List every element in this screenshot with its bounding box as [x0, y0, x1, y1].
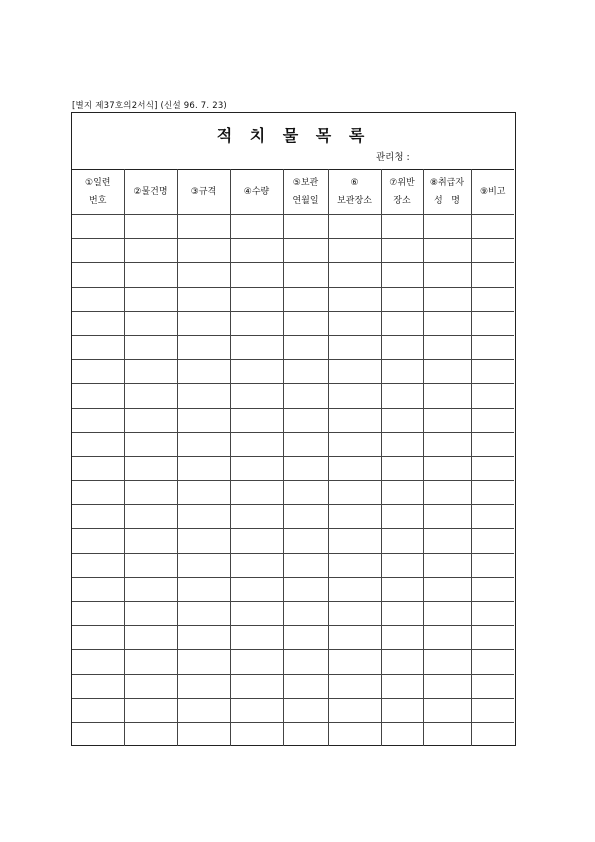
table-cell[interactable]: [423, 432, 471, 456]
table-cell[interactable]: [423, 602, 471, 626]
table-cell[interactable]: [124, 311, 177, 335]
table-cell[interactable]: [328, 432, 381, 456]
table-cell[interactable]: [124, 505, 177, 529]
table-cell[interactable]: [230, 408, 283, 432]
table-cell[interactable]: [423, 360, 471, 384]
table-cell[interactable]: [423, 674, 471, 698]
table-row: [72, 553, 514, 577]
table-cell[interactable]: [124, 722, 177, 746]
table-cell[interactable]: [423, 722, 471, 746]
table-cell[interactable]: [381, 408, 423, 432]
table-cell[interactable]: [471, 602, 514, 626]
table-cell[interactable]: [177, 287, 230, 311]
table-cell[interactable]: [471, 456, 514, 480]
table-row: [72, 263, 514, 287]
table-cell[interactable]: [72, 215, 124, 239]
table-row: [72, 481, 514, 505]
table-cell[interactable]: [283, 456, 328, 480]
table-cell[interactable]: [230, 239, 283, 263]
table-cell[interactable]: [471, 698, 514, 722]
table-cell[interactable]: [283, 481, 328, 505]
table-cell[interactable]: [471, 408, 514, 432]
table-cell[interactable]: [381, 215, 423, 239]
table-cell[interactable]: [381, 505, 423, 529]
table-cell[interactable]: [177, 384, 230, 408]
table-row: [72, 432, 514, 456]
table-row: [72, 674, 514, 698]
table-cell[interactable]: [423, 626, 471, 650]
table-cell[interactable]: [423, 650, 471, 674]
table-row: [72, 456, 514, 480]
table-row: [72, 698, 514, 722]
table-cell[interactable]: [124, 287, 177, 311]
table-cell[interactable]: [328, 529, 381, 553]
table-row: [72, 215, 514, 239]
table-cell[interactable]: [72, 432, 124, 456]
table-cell[interactable]: [283, 239, 328, 263]
table-cell[interactable]: [471, 674, 514, 698]
table-cell[interactable]: [471, 360, 514, 384]
table-row: [72, 505, 514, 529]
table-cell[interactable]: [177, 650, 230, 674]
table-cell[interactable]: [72, 408, 124, 432]
table-cell[interactable]: [124, 577, 177, 601]
table-cell[interactable]: [381, 311, 423, 335]
table-row: [72, 335, 514, 359]
table-cell[interactable]: [381, 698, 423, 722]
table-cell[interactable]: [283, 722, 328, 746]
table-cell[interactable]: [177, 360, 230, 384]
table-cell[interactable]: [230, 215, 283, 239]
table-cell[interactable]: [177, 432, 230, 456]
table-cell[interactable]: [124, 215, 177, 239]
table-cell[interactable]: [230, 360, 283, 384]
table-cell[interactable]: [230, 722, 283, 746]
table-cell[interactable]: [423, 408, 471, 432]
table-cell[interactable]: [423, 239, 471, 263]
table-cell[interactable]: [328, 553, 381, 577]
table-cell[interactable]: [177, 529, 230, 553]
table-cell[interactable]: [283, 432, 328, 456]
table-cell[interactable]: [328, 650, 381, 674]
table-cell[interactable]: [124, 481, 177, 505]
table-cell[interactable]: [381, 432, 423, 456]
table-cell[interactable]: [124, 360, 177, 384]
table-cell[interactable]: [177, 263, 230, 287]
table-cell[interactable]: [471, 263, 514, 287]
table-cell[interactable]: [72, 577, 124, 601]
table-cell[interactable]: [72, 529, 124, 553]
table-cell[interactable]: [283, 335, 328, 359]
table-cell[interactable]: [328, 263, 381, 287]
table-cell[interactable]: [124, 263, 177, 287]
col-header-storage-date: ⑤보관 연월일: [283, 170, 328, 215]
table-cell[interactable]: [471, 239, 514, 263]
table-cell[interactable]: [177, 239, 230, 263]
table-cell[interactable]: [230, 626, 283, 650]
table-cell[interactable]: [72, 698, 124, 722]
table-cell[interactable]: [471, 553, 514, 577]
table-cell[interactable]: [283, 505, 328, 529]
table-row: [72, 384, 514, 408]
table-cell[interactable]: [328, 505, 381, 529]
table-cell[interactable]: [124, 384, 177, 408]
table-row: [72, 360, 514, 384]
page-title: 적 치 물 목 록: [216, 126, 371, 145]
table-cell[interactable]: [328, 215, 381, 239]
table-cell[interactable]: [124, 650, 177, 674]
table-cell[interactable]: [423, 481, 471, 505]
table-cell[interactable]: [72, 239, 124, 263]
header-row: [72, 170, 514, 215]
table-cell[interactable]: [72, 360, 124, 384]
table-cell[interactable]: [283, 698, 328, 722]
table-cell[interactable]: [423, 263, 471, 287]
table-cell[interactable]: [72, 602, 124, 626]
col-header-serial-number: ①일련 번호: [72, 170, 124, 215]
table-cell[interactable]: [72, 505, 124, 529]
table-cell[interactable]: [328, 577, 381, 601]
table-cell[interactable]: [283, 287, 328, 311]
table-cell[interactable]: [423, 553, 471, 577]
table-cell[interactable]: [177, 626, 230, 650]
table-cell[interactable]: [471, 722, 514, 746]
table-row: [72, 577, 514, 601]
table-cell[interactable]: [72, 626, 124, 650]
table-cell[interactable]: [381, 287, 423, 311]
table-cell[interactable]: [283, 626, 328, 650]
col-header-remarks: ⑨비고: [471, 170, 514, 215]
form-caption: [별지 제37호의2서식] (신설 96. 7. 23): [72, 101, 227, 111]
table-cell[interactable]: [328, 239, 381, 263]
table-cell[interactable]: [471, 626, 514, 650]
table-cell[interactable]: [471, 481, 514, 505]
table-cell[interactable]: [177, 481, 230, 505]
table-cell[interactable]: [328, 626, 381, 650]
table-cell[interactable]: [177, 505, 230, 529]
table-cell[interactable]: [283, 529, 328, 553]
table-cell[interactable]: [381, 239, 423, 263]
table-cell[interactable]: [328, 287, 381, 311]
table-cell[interactable]: [381, 553, 423, 577]
table-row: [72, 722, 514, 746]
table-cell[interactable]: [423, 384, 471, 408]
table-cell[interactable]: [72, 335, 124, 359]
table-cell[interactable]: [72, 650, 124, 674]
table-row: [72, 239, 514, 263]
table-cell[interactable]: [328, 481, 381, 505]
table-cell[interactable]: [283, 311, 328, 335]
table-cell[interactable]: [328, 384, 381, 408]
table-cell[interactable]: [72, 311, 124, 335]
table-cell[interactable]: [124, 239, 177, 263]
table-cell[interactable]: [423, 577, 471, 601]
table-cell[interactable]: [230, 384, 283, 408]
table-cell[interactable]: [124, 674, 177, 698]
table-cell[interactable]: [177, 602, 230, 626]
table-cell[interactable]: [471, 311, 514, 335]
table-cell[interactable]: [230, 505, 283, 529]
table-cell[interactable]: [124, 432, 177, 456]
table-cell[interactable]: [230, 287, 283, 311]
table-cell[interactable]: [124, 602, 177, 626]
table-cell[interactable]: [72, 263, 124, 287]
table-cell[interactable]: [230, 456, 283, 480]
table-cell[interactable]: [283, 215, 328, 239]
table-cell[interactable]: [328, 674, 381, 698]
table-cell[interactable]: [423, 335, 471, 359]
col-header-specification: ③규격: [177, 170, 230, 215]
table-cell[interactable]: [381, 384, 423, 408]
agency-label: 관리청 :: [376, 152, 410, 163]
table-cell[interactable]: [471, 650, 514, 674]
table-cell[interactable]: [177, 698, 230, 722]
table-cell[interactable]: [423, 456, 471, 480]
table-cell[interactable]: [124, 553, 177, 577]
table-cell[interactable]: [381, 481, 423, 505]
table-cell[interactable]: [381, 722, 423, 746]
table-cell[interactable]: [230, 263, 283, 287]
table-cell[interactable]: [72, 287, 124, 311]
table-cell[interactable]: [283, 577, 328, 601]
table-cell[interactable]: [230, 311, 283, 335]
table-cell[interactable]: [230, 650, 283, 674]
table-row: [72, 626, 514, 650]
table-cell[interactable]: [230, 432, 283, 456]
table-cell[interactable]: [230, 698, 283, 722]
table-cell[interactable]: [423, 505, 471, 529]
table-cell[interactable]: [230, 674, 283, 698]
table-cell[interactable]: [230, 553, 283, 577]
table-cell[interactable]: [72, 384, 124, 408]
form-frame: [71, 112, 516, 746]
table-row: [72, 650, 514, 674]
col-header-item-name: ②물건명: [124, 170, 177, 215]
table-cell[interactable]: [328, 408, 381, 432]
table-cell[interactable]: [423, 311, 471, 335]
table-cell[interactable]: [381, 602, 423, 626]
table-cell[interactable]: [177, 311, 230, 335]
table-cell[interactable]: [124, 698, 177, 722]
table-cell[interactable]: [230, 529, 283, 553]
table-cell[interactable]: [423, 287, 471, 311]
table-cell[interactable]: [381, 674, 423, 698]
table-cell[interactable]: [283, 650, 328, 674]
table-cell[interactable]: [381, 626, 423, 650]
table-cell[interactable]: [283, 674, 328, 698]
table-cell[interactable]: [381, 335, 423, 359]
table-row: [72, 602, 514, 626]
table-cell[interactable]: [328, 335, 381, 359]
col-header-quantity: ④수량: [230, 170, 283, 215]
table-cell[interactable]: [471, 384, 514, 408]
table-cell[interactable]: [471, 505, 514, 529]
table-cell[interactable]: [283, 360, 328, 384]
table-cell[interactable]: [381, 263, 423, 287]
table-body: [72, 215, 514, 747]
title-area: [72, 113, 515, 169]
table-cell[interactable]: [124, 626, 177, 650]
table-cell[interactable]: [328, 602, 381, 626]
table-cell[interactable]: [328, 722, 381, 746]
table-cell[interactable]: [471, 215, 514, 239]
table-cell[interactable]: [283, 553, 328, 577]
table-cell[interactable]: [177, 674, 230, 698]
table-cell[interactable]: [381, 360, 423, 384]
table-cell[interactable]: [177, 215, 230, 239]
table-cell[interactable]: [230, 481, 283, 505]
inventory-table: [72, 169, 514, 746]
table-cell[interactable]: [328, 311, 381, 335]
table-cell[interactable]: [471, 287, 514, 311]
table-cell[interactable]: [283, 384, 328, 408]
table-cell[interactable]: [177, 408, 230, 432]
table-cell[interactable]: [72, 722, 124, 746]
table-cell[interactable]: [423, 529, 471, 553]
table-row: [72, 287, 514, 311]
table-cell[interactable]: [283, 602, 328, 626]
table-cell[interactable]: [381, 529, 423, 553]
table-row: [72, 311, 514, 335]
col-header-violation-place: ⑦위반 장소: [381, 170, 423, 215]
table-cell[interactable]: [177, 577, 230, 601]
table-cell[interactable]: [72, 674, 124, 698]
col-header-storage-place: ⑥ 보관장소: [328, 170, 381, 215]
table-cell[interactable]: [471, 577, 514, 601]
table-cell[interactable]: [381, 650, 423, 674]
table-cell[interactable]: [381, 577, 423, 601]
table-cell[interactable]: [328, 698, 381, 722]
table-cell[interactable]: [230, 577, 283, 601]
table-cell[interactable]: [423, 215, 471, 239]
table-cell[interactable]: [72, 553, 124, 577]
table-cell[interactable]: [177, 456, 230, 480]
col-header-handler-name: ⑧취급자 성 명: [423, 170, 471, 215]
table-cell[interactable]: [230, 335, 283, 359]
table-cell[interactable]: [124, 529, 177, 553]
table-cell[interactable]: [72, 456, 124, 480]
table-cell[interactable]: [381, 456, 423, 480]
table-cell[interactable]: [124, 456, 177, 480]
table-cell[interactable]: [423, 698, 471, 722]
table-cell[interactable]: [283, 263, 328, 287]
table-cell[interactable]: [230, 602, 283, 626]
table-row: [72, 529, 514, 553]
table-cell[interactable]: [328, 360, 381, 384]
table-row: [72, 408, 514, 432]
table-cell[interactable]: [471, 335, 514, 359]
table-cell[interactable]: [177, 553, 230, 577]
table-cell[interactable]: [177, 722, 230, 746]
table-cell[interactable]: [328, 456, 381, 480]
table-cell[interactable]: [72, 481, 124, 505]
table-cell[interactable]: [471, 432, 514, 456]
table-cell[interactable]: [124, 335, 177, 359]
table-cell[interactable]: [124, 408, 177, 432]
table-cell[interactable]: [177, 335, 230, 359]
table-cell[interactable]: [283, 408, 328, 432]
table-cell[interactable]: [471, 529, 514, 553]
